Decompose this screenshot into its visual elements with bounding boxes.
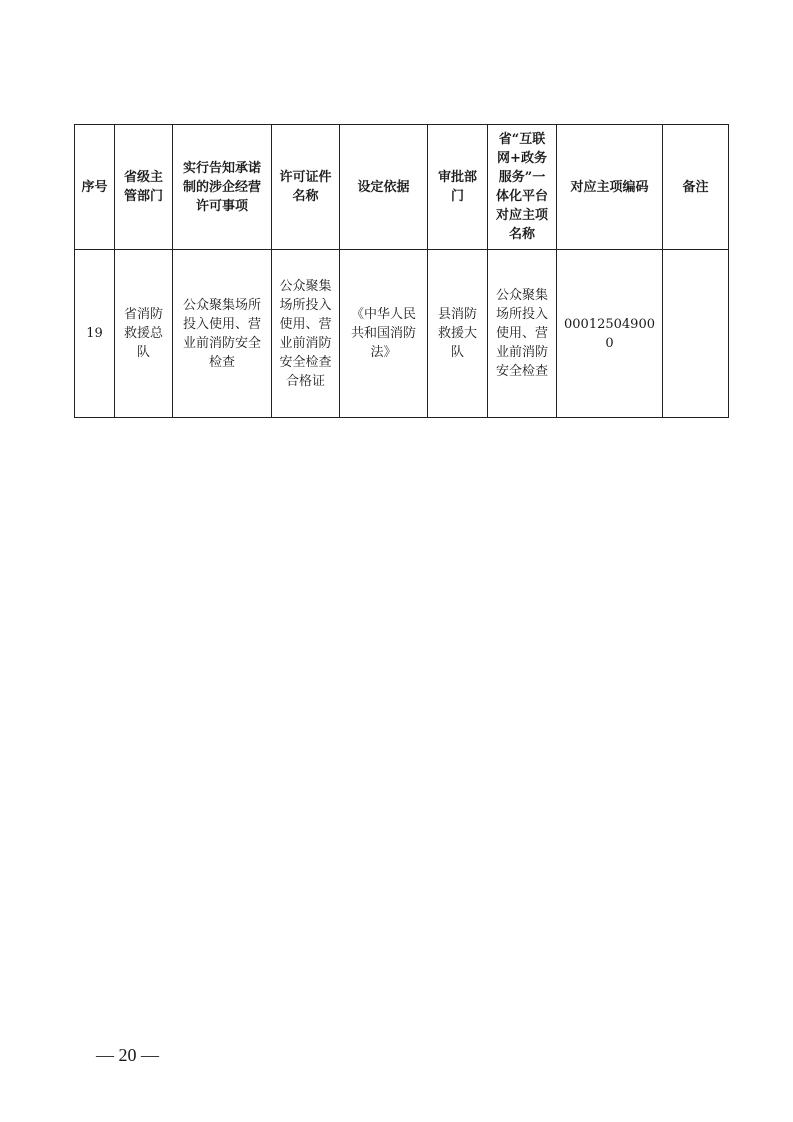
cell-platform [488, 250, 557, 418]
header-seq-label: 序号 [81, 179, 108, 195]
cell-seq [75, 250, 115, 418]
header-license [272, 125, 340, 250]
table-header-row [75, 125, 729, 250]
header-basis [340, 125, 428, 250]
header-dept-label: 省级主管部门 [123, 170, 163, 204]
page-number: — 20 — [96, 1045, 159, 1065]
cell-license-text: 公众聚集场所投入使用、营业前消防安全检查合格证 [279, 278, 332, 389]
cell-dept-text: 省消防救援总队 [123, 307, 163, 360]
header-platform [488, 125, 557, 250]
cell-approver [428, 250, 488, 418]
cell-code [557, 250, 663, 418]
cell-dept [115, 250, 173, 418]
cell-basis [340, 250, 428, 418]
permit-items-table [74, 124, 729, 418]
header-approver-label: 审批部门 [437, 170, 477, 204]
table-row [75, 250, 729, 418]
header-item-label: 实行告知承诺制的涉企经营许可事项 [182, 160, 261, 214]
header-basis-label: 设定依据 [357, 179, 410, 195]
cell-license [272, 250, 340, 418]
header-code-label: 对应主项编码 [570, 179, 649, 195]
header-dept [115, 125, 173, 250]
header-item [173, 125, 272, 250]
header-license-label: 许可证件名称 [279, 170, 332, 204]
header-remark [663, 125, 729, 250]
cell-approver-text: 县消防救援大队 [437, 307, 477, 360]
cell-code-text: 000125049000 [564, 316, 655, 351]
header-remark-label: 备注 [682, 179, 709, 195]
cell-platform-text: 公众聚集场所投入使用、营业前消防安全检查 [495, 288, 548, 379]
header-approver [428, 125, 488, 250]
cell-basis-text: 《中华人民共和国消防法》 [350, 307, 416, 360]
cell-remark [663, 250, 729, 418]
header-seq [75, 125, 115, 250]
header-platform-label: 省“互联网+政务服务”一体化平台对应主项名称 [495, 132, 548, 242]
cell-item [173, 250, 272, 418]
header-code [557, 125, 663, 250]
cell-item-text: 公众聚集场所投入使用、营业前消防安全检查 [182, 297, 261, 370]
cell-seq-text: 19 [86, 326, 103, 341]
